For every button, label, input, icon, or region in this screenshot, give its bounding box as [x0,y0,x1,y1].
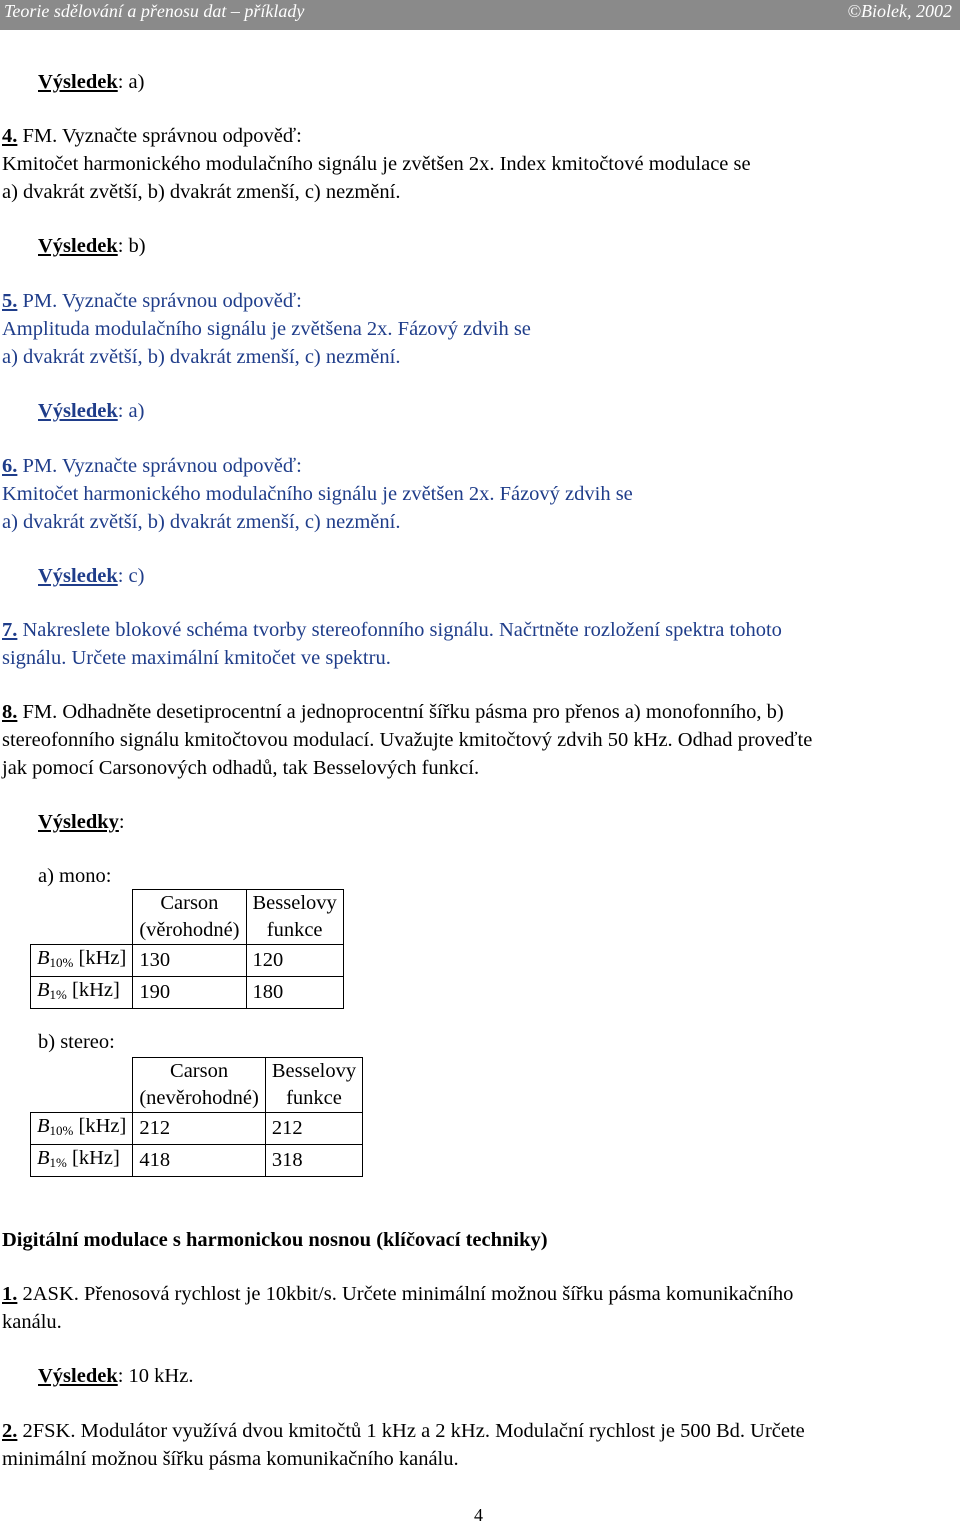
table-row: $B_{10\%}$ [kHz] 130 120 [31,945,344,977]
q5-result: Výsledek: a) [38,400,145,422]
q6-title: 6. PM. Vyznačte správnou odpověď: [2,455,302,477]
result-a-top: Výsledek: a) [38,71,145,93]
header-title: Teorie sdělování a přenosu dat – příklady [4,1,305,21]
mono-header-carson: Carson (věrohodné) [133,890,246,945]
table-row: $B_{10\%}$ [kHz] 212 212 [31,1113,363,1145]
page-number: 4 [474,1505,483,1525]
stereo-table [30,1057,363,1177]
d2-text-1: minimální možnou šířku pásma komunikačního kanálu. [2,1448,459,1470]
d1-text-1: kanálu. [2,1311,62,1333]
q8-text-2: jak pomocí Carsonových odhadů, tak Besselových funkcí. [2,757,480,779]
mono-header-bessel: Besselovy funkce [246,890,343,945]
q8-title: 8. FM. Odhadněte desetiprocentní a jednoprocentní šířku pásma pro přenos a) monofonního, b) [2,701,784,723]
q7-text-1: signálu. Určete maximální kmitočet ve spektru. [2,647,391,669]
q4-title: 4. FM. Vyznačte správnou odpověď: [2,125,302,147]
q5-text-2: a) dvakrát zvětší, b) dvakrát zmenší, c) nezmění. [2,346,401,368]
page-header [0,0,960,30]
d1-title: 1. 2ASK. Přenosová rychlost je 10kbit/s. Určete minimální možnou šířku pásma komunikačního [2,1283,794,1305]
table-row: $B_{1\%}$ [kHz] 190 180 [31,977,344,1009]
q5-title: 5. PM. Vyznačte správnou odpověď: [2,290,302,312]
stereo-label: b) stereo: [38,1031,115,1053]
d2-title: 2. 2FSK. Modulátor využívá dvou kmitočtů 1 kHz a 2 kHz. Modulační rychlost je 500 Bd. Určete [2,1420,805,1442]
q8-results: Výsledky: [38,811,125,833]
q7-title: 7. Nakreslete blokové schéma tvorby stereofonního signálu. Načrtněte rozložení spektra tohoto [2,619,782,641]
stereo-header-bessel: Besselovy funkce [265,1058,362,1113]
q6-text-2: a) dvakrát zvětší, b) dvakrát zmenší, c) nezmění. [2,511,401,533]
table-row: $B_{1\%}$ [kHz] 418 318 [31,1145,363,1177]
section-heading: Digitální modulace s harmonickou nosnou (klíčovací techniky) [2,1229,548,1251]
q4-text-2: a) dvakrát zvětší, b) dvakrát zmenší, c) nezmění. [2,181,401,203]
header-copyright: ©Biolek, 2002 [847,1,952,21]
q8-text-1: stereofonního signálu kmitočtovou modulací. Uvažujte kmitočtový zdvih 50 kHz. Odhad proveďte [2,729,813,751]
mono-label: a) mono: [38,865,112,887]
q6-text-1: Kmitočet harmonického modulačního signálu je zvětšen 2x. Fázový zdvih se [2,483,633,505]
stereo-header-carson: Carson (nevěrohodné) [133,1058,266,1113]
q4-result: Výsledek: b) [38,235,146,257]
q4-text-1: Kmitočet harmonického modulačního signálu je zvětšen 2x. Index kmitočtové modulace se [2,153,751,175]
d1-result: Výsledek: 10 kHz. [38,1365,194,1387]
q6-result: Výsledek: c) [38,565,145,587]
mono-table [30,889,344,1009]
q5-text-1: Amplituda modulačního signálu je zvětšena 2x. Fázový zdvih se [2,318,531,340]
